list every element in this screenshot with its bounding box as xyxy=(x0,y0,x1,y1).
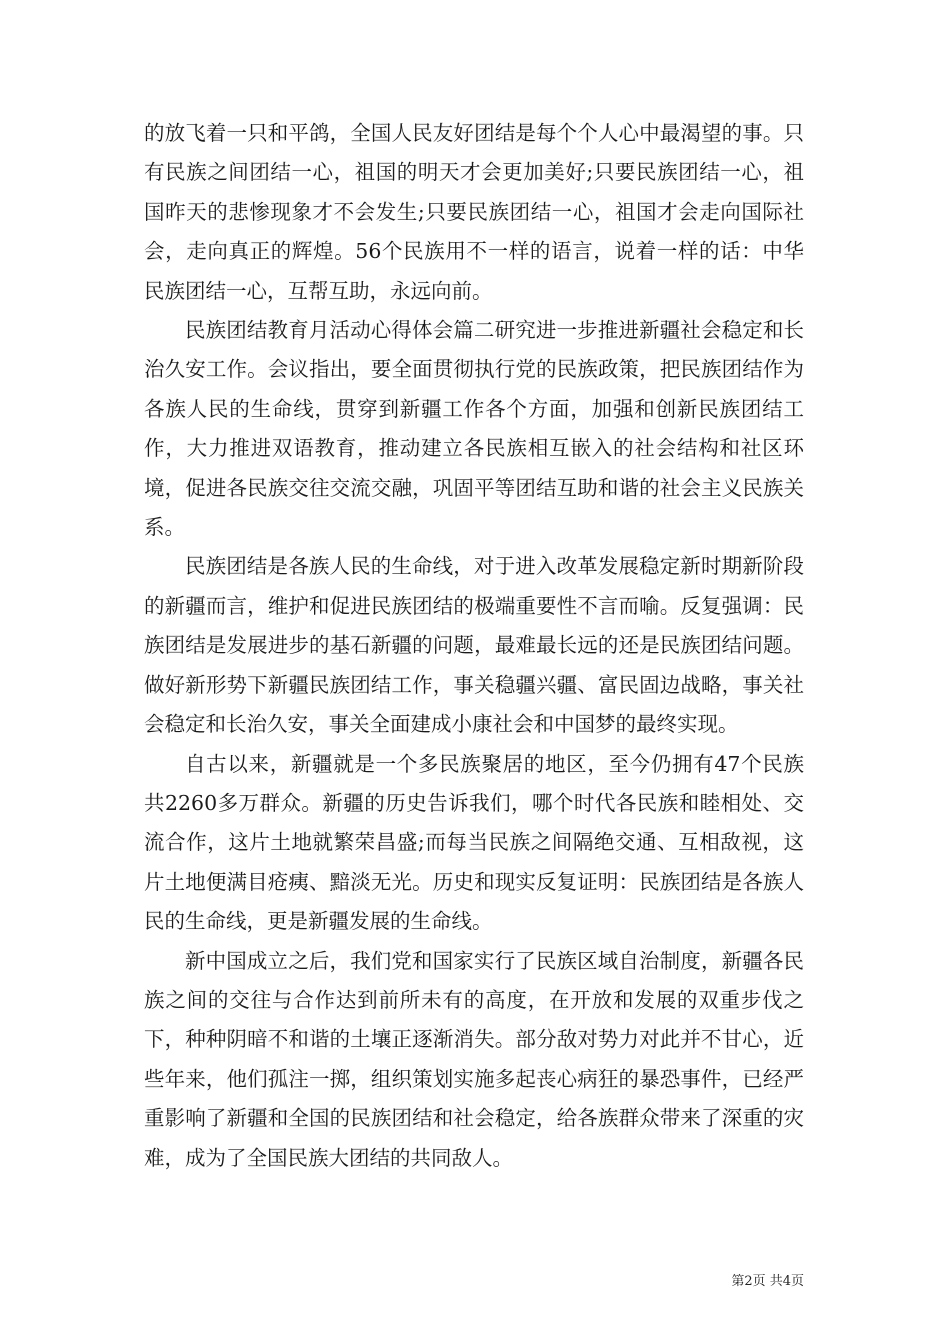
paragraph-1: 的放飞着一只和平鸽，全国人民友好团结是每个个人心中最渴望的事。只有民族之间团结一心，祖国的明天才会更加美好;只要民族团结一心，祖国昨天的悲惨现象才不会发生;只要民族团结一心，祖国才会走向国际社会，走向真正的辉煌。56个民族用不一样的语言，说着一样的话：中华民族团结一心，互帮互助，永远向前。 xyxy=(144,121,804,303)
paragraph-3: 民族团结是各族人民的生命线，对于进入改革发展稳定新时期新阶段的新疆而言，维护和促进民族团结的极端重要性不言而喻。反复强调：民族团结是发展进步的基石新疆的问题，最难最长远的还是民族团结问题。做好新形势下新疆民族团结工作，事关稳疆兴疆、富民固边战略，事关社会稳定和长治久安，事关全面建成小康社会和中国梦的最终实现。 xyxy=(144,554,804,737)
paragraph-5: 新中国成立之后，我们党和国家实行了民族区域自治制度，新疆各民族之间的交往与合作达到前所未有的高度，在开放和发展的双重步伐之下，种种阴暗不和谐的土壤正逐渐消失。部分敌对势力对此并不甘心，近些年来，他们孤注一掷，组织策划实施多起丧心病狂的暴恐事件，已经严重影响了新疆和全国的民族团结和社会稳定，给各族群众带来了深重的灾难，成为了全国民族大团结的共同敌人。 xyxy=(144,948,804,1170)
document-body xyxy=(144,114,804,1178)
paragraph-4: 自古以来，新疆就是一个多民族聚居的地区，至今仍拥有47个民族共2260多万群众。新疆的历史告诉我们，哪个时代各民族和睦相处、交流合作，这片土地就繁荣昌盛;而每当民族之间隔绝交通、互相敌视，这片土地便满目疮痍、黯淡无光。历史和现实反复证明：民族团结是各族人民的生命线，更是新疆发展的生命线。 xyxy=(144,751,804,934)
page-number-footer: 第2页 共4页 xyxy=(731,1274,804,1289)
paragraph-2: 民族团结教育月活动心得体会篇二研究进一步推进新疆社会稳定和长治久安工作。会议指出，要全面贯彻执行党的民族政策，把民族团结作为各族人民的生命线，贯穿到新疆工作各个方面，加强和创新民族团结工作，大力推进双语教育，推动建立各民族相互嵌入的社会结构和社区环境，促进各民族交往交流交融，巩固平等团结互助和谐的社会主义民族关系。 xyxy=(144,318,804,540)
